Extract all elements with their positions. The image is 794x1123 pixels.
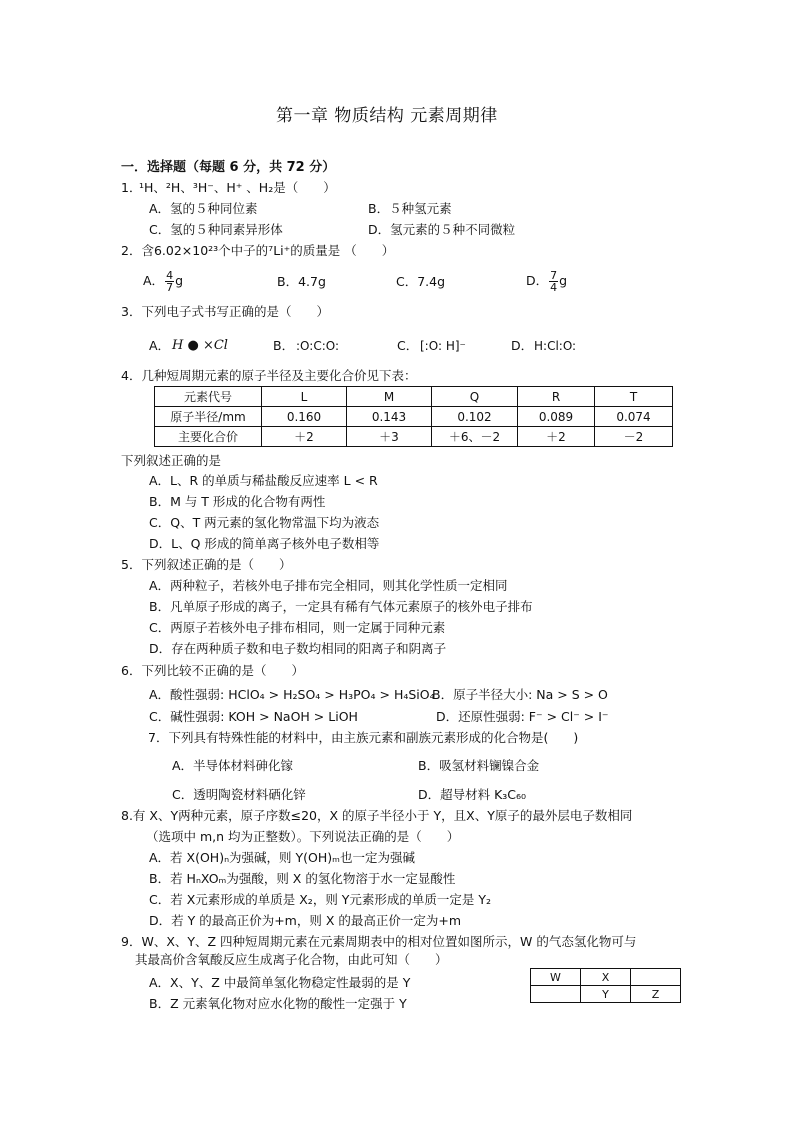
q3-option-c-label: C． [397, 338, 419, 353]
q2-option-b: B．4.7g [277, 274, 326, 289]
fraction: $\frac{7}{4}$ [550, 269, 558, 294]
q3-option-a-label: A． [149, 338, 171, 353]
q4-option-d: D．L、Q 形成的简单离子核外电子数相等 [149, 536, 380, 551]
q2-option-a-label: A． [143, 273, 165, 288]
table-row [155, 407, 673, 427]
q7-stem: 7．下列具有特殊性能的材料中，由主族元素和副族元素形成的化合物是( ) [148, 730, 579, 745]
q8-option-b: B．若 HₙXOₘ为强酸，则 X 的氢化物溶于水一定显酸性 [149, 871, 456, 886]
q7-option-b: B．吸氢材料镧镍合金 [418, 758, 540, 773]
table-cell: ＋2 [518, 427, 595, 447]
q7-option-c: C．透明陶瓷材料硒化锌 [172, 787, 306, 802]
section-heading: 一．选择题（每题 6 分，共 72 分） [121, 160, 336, 175]
table-cell: R [518, 387, 595, 407]
table-cell: 0.102 [432, 407, 518, 427]
q2-option-c: C．7.4g [396, 274, 446, 289]
table-cell: M [347, 387, 432, 407]
q4-option-b: B．M 与 T 形成的化合物有两性 [149, 494, 326, 509]
table-cell: ＋3 [347, 427, 432, 447]
q7-option-a: A．半导体材料砷化镓 [172, 758, 294, 773]
q3-stem: 3．下列电子式书写正确的是（ ） [121, 304, 329, 319]
q5-option-c: C．两原子若核外电子排布相同，则一定属于同种元素 [149, 620, 446, 635]
q2-stem: 2．含6.02×10²³个中子的⁷Li⁺的质量是 （ ） [121, 243, 395, 258]
q5-stem: 5．下列叙述正确的是（ ） [121, 557, 292, 572]
table-cell: 0.160 [262, 407, 347, 427]
q8-option-a: A．若 X(OH)ₙ为强碱，则 Y(OH)ₘ也一定为强碱 [149, 850, 415, 865]
table-row [531, 986, 681, 1003]
q1-stem: 1． [121, 180, 142, 195]
table-cell: 0.143 [347, 407, 432, 427]
q6-option-a: A．酸性强弱: HClO₄ > H₂SO₄ > H₃PO₄ > H₄SiO₄ [149, 687, 435, 702]
table-cell: ＋2 [262, 427, 347, 447]
periodic-position-grid [530, 968, 681, 1003]
q6-option-b: B．原子半径大小: Na > S > O [432, 687, 608, 702]
grid-cell [631, 969, 681, 986]
table-cell: 0.089 [518, 407, 595, 427]
table-cell: Q [432, 387, 518, 407]
q3-option-d-formula: H:Cl:O: [534, 339, 577, 353]
q9-option-b: B．Z 元素氧化物对应水化物的酸性一定强于 Y [149, 996, 407, 1011]
q1-option-c: C．氢的５种同素异形体 [149, 222, 283, 237]
table-cell: －2 [595, 427, 673, 447]
q8-stem-2: （选项中 m,n 均为正整数）。下列说法正确的是（ ） [146, 829, 460, 844]
grid-cell: W [531, 969, 581, 986]
q1-option-a: A．氢的５种同位素 [149, 201, 258, 216]
q9-stem-2: 其最高价含氧酸反应生成离子化合物，由此可知（ ） [135, 952, 448, 967]
fraction: $\frac{4}{7}$ [166, 269, 174, 294]
q3-option-b-formula: :O:C:O: [296, 339, 340, 353]
q5-option-b: B．凡单原子形成的离子，一定具有稀有气体元素原子的核外电子排布 [149, 599, 533, 614]
q1-stem-text: ¹H、²H、³H⁻、H⁺ 、H₂是（ ） [139, 180, 336, 195]
grid-cell: X [581, 969, 631, 986]
table-cell: ＋6、－2 [432, 427, 518, 447]
q3-option-a-formula: H ● ×Cl [172, 338, 228, 353]
q5-option-d: D．存在两种质子数和电子数均相同的阳离子和阴离子 [149, 641, 447, 656]
q2-option-d-label: D． [526, 273, 549, 288]
table-cell: 0.074 [595, 407, 673, 427]
table-cell: 原子半径/mm [155, 407, 262, 427]
table-cell: L [262, 387, 347, 407]
page-title: 第一章 物质结构 元素周期律 [276, 106, 498, 126]
q4-option-a: A．L、R 的单质与稀盐酸反应速率 L < R [149, 473, 378, 488]
q9-option-a: A．X、Y、Z 中最简单氢化物稳定性最弱的是 Y [149, 975, 411, 990]
grid-cell: Y [581, 986, 631, 1003]
grid-cell: Z [631, 986, 681, 1003]
q2-option-d: D． $\frac{7}{4}$ g [526, 269, 568, 294]
q7-option-d: D．超导材料 K₃C₆₀ [418, 787, 527, 802]
element-data-table [154, 386, 673, 447]
q8-stem: 8.有 X、Y两种元素，原子序数≤20，X 的原子半径小于 Y，且X、Y原子的最外层电子数相同 [121, 808, 633, 823]
q3-option-c-formula: [:O: H]⁻ [420, 339, 466, 353]
q4-stem: 4．几种短周期元素的原子半径及主要化合价见下表： [121, 368, 417, 383]
q1-option-d: D．氢元素的５种不同微粒 [368, 222, 516, 237]
q8-option-d: D．若 Y 的最高正价为+m，则 X 的最高正价一定为+m [149, 913, 462, 928]
q3-option-b-label: B． [273, 338, 295, 353]
table-cell: 主要化合价 [155, 427, 262, 447]
q6-option-c: C．碱性强弱: KOH > NaOH > LiOH [149, 709, 358, 724]
table-cell: 元素代号 [155, 387, 262, 407]
q3-option-d-label: D． [511, 338, 534, 353]
q4-lead: 下列叙述正确的是 [121, 453, 222, 468]
q6-stem: 6．下列比较不正确的是（ ） [121, 663, 304, 678]
q8-option-c: C．若 X元素形成的单质是 X₂，则 Y元素形成的单质一定是 Y₂ [149, 892, 492, 907]
table-cell: T [595, 387, 673, 407]
q4-option-c: C．Q、T 两元素的氢化物常温下均为液态 [149, 515, 380, 530]
table-row [155, 427, 673, 447]
q2-option-a: A． $\frac{4}{7}$ g [143, 269, 183, 294]
q5-option-a: A．两种粒子，若核外电子排布完全相同，则其化学性质一定相同 [149, 578, 508, 593]
q1-option-b: B．５种氢元素 [368, 201, 452, 216]
table-row [155, 387, 673, 407]
table-row [531, 969, 681, 986]
grid-cell [531, 986, 581, 1003]
q9-stem: 9．W、X、Y、Z 四种短周期元素在元素周期表中的相对位置如图所示，W 的气态氢化物可与 [121, 934, 637, 949]
q6-option-d: D．还原性强弱: F⁻ > Cl⁻ > I⁻ [436, 709, 609, 724]
